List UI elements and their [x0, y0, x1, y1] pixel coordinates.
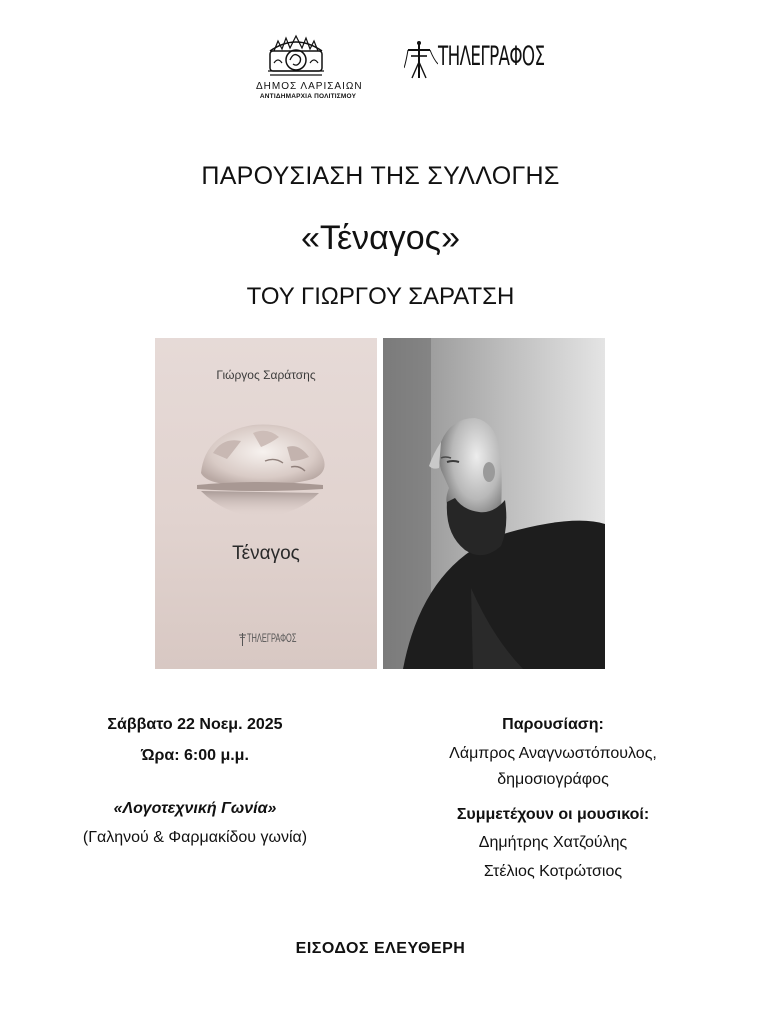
event-venue-address: (Γαληνού & Φαρμακίδου γωνία) — [82, 829, 308, 846]
event-date: Σάββατο 22 Νοεμ. 2025 — [107, 716, 283, 733]
free-entry-notice: ΕΙΣΟΔΟΣ ΕΛΕΥΘΕΡΗ — [295, 940, 466, 957]
heading-line: ΠΑΡΟΥΣΙΑΣΗ ΤΗΣ ΣΥΛΛΟΓΗΣ — [201, 162, 560, 190]
telegraph-pole-icon — [238, 632, 247, 646]
cover-publisher-name: ΤΗΛΕΓΡΑΦΟΣ — [247, 631, 297, 645]
musicians-label: Συμμετέχουν οι μουσικοί: — [456, 806, 650, 823]
presenter-name: Λάμπρος Αναγνωστόπουλος, — [449, 745, 657, 762]
presenter-role: δημοσιογράφος — [497, 771, 609, 788]
municipality-department: ΑΝΤΙΔΗΜΑΡΧΙΑ ΠΟΛΙΤΙΣΜΟΥ — [259, 93, 357, 100]
presentation-label: Παρουσίαση: — [502, 716, 604, 733]
event-time: Ώρα: 6:00 μ.μ. — [141, 747, 249, 764]
book-cover-image — [155, 338, 377, 669]
musician-name: Δημήτρης Χατζούλης — [478, 834, 628, 851]
event-venue: «Λογοτεχνική Γωνία» — [113, 800, 277, 817]
musician-name: Στέλιος Κοτρώτσιος — [483, 863, 623, 880]
cover-title: Τέναγος — [232, 543, 300, 564]
cover-publisher — [238, 631, 298, 649]
sculpted-head-illustration — [183, 413, 333, 553]
publisher-logo — [404, 38, 545, 80]
municipality-logo — [256, 33, 363, 107]
author-portrait-photo — [383, 338, 605, 669]
author-portrait-illustration — [383, 338, 605, 669]
publisher-name: ΤΗΛΕΓΡΑΦΟΣ — [438, 41, 545, 72]
author-line: ΤΟΥ ΓΙΩΡΓΟΥ ΣΑΡΑΤΣΗ — [246, 283, 515, 310]
municipality-name: ΔΗΜΟΣ ΛΑΡΙΣΑΙΩΝ — [256, 81, 363, 92]
municipality-emblem-icon — [264, 33, 328, 77]
book-title: «Τέναγος» — [301, 219, 460, 257]
cover-author: Γιώργος Σαράτσης — [216, 368, 316, 382]
telegraph-pole-icon — [404, 38, 438, 80]
